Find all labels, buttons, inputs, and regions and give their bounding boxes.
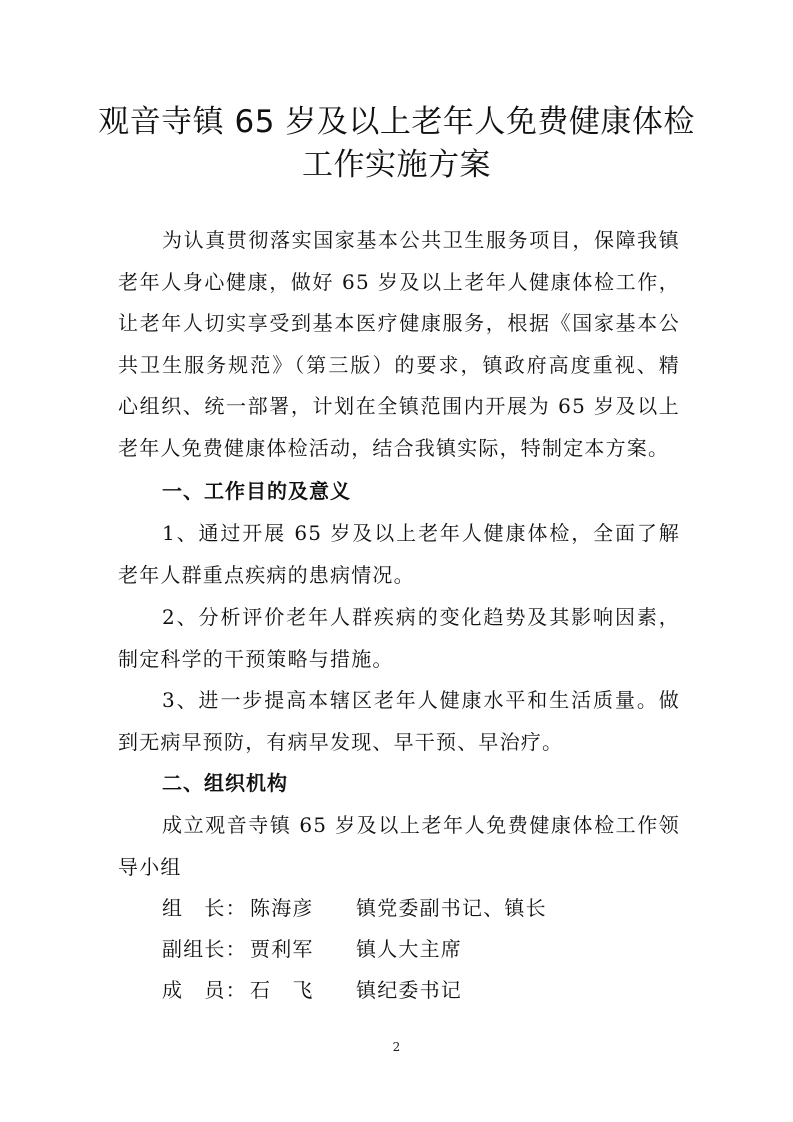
member-row <box>162 893 547 923</box>
member-name: 陈海彦 <box>250 896 314 920</box>
document-title-line1: 观音寺镇 65 岁及以上老年人免费健康体检 <box>98 104 695 140</box>
section1-heading: 一、工作目的及意义 <box>162 479 351 503</box>
member-row <box>162 975 462 1005</box>
intro-paragraph: 为认真贯彻落实国家基本公共卫生服务项目，保障我镇老年人身心健康，做好 65 岁及以上老年人健康体检工作，让老年人切实享受到基本医疗健康服务，根据《国家基本公共卫生服务规范》（第三版）的要求，镇政府高度重视、精心组织、统一部署，计划在全镇范围内开展为 65 岁及以上老年人免费健康体检活动，结合我镇实际，特制定本方案。 <box>118 228 680 460</box>
section1-item-3: 3、进一步提高本辖区老年人健康水平和生活质量。做到无病早预防，有病早发现、早干预、早治疗。 <box>118 688 680 754</box>
section1-item-1: 1、通过开展 65 岁及以上老年人健康体检，全面了解老年人群重点疾病的患病情况。 <box>118 521 680 587</box>
member-name: 贾利军 <box>250 937 314 961</box>
document-title-line2: 工作实施方案 <box>302 147 491 183</box>
section2-paragraph: 成立观音寺镇 65 岁及以上老年人免费健康体检工作领导小组 <box>118 813 680 879</box>
member-role: 副组长： <box>162 937 247 961</box>
member-role: 成 员： <box>162 978 247 1002</box>
section1-item-2: 2、分析评价老年人群疾病的变化趋势及其影响因素，制定科学的干预策略与措施。 <box>118 605 680 671</box>
member-position: 镇人大主席 <box>356 937 462 961</box>
section2-heading: 二、组织机构 <box>162 771 288 795</box>
member-position: 镇纪委书记 <box>356 978 462 1002</box>
member-name: 石 飞 <box>250 978 314 1002</box>
member-position: 镇党委副书记、镇长 <box>356 896 547 920</box>
page-number: 2 <box>392 1040 401 1054</box>
member-role: 组 长： <box>162 896 247 920</box>
member-row <box>162 934 462 964</box>
